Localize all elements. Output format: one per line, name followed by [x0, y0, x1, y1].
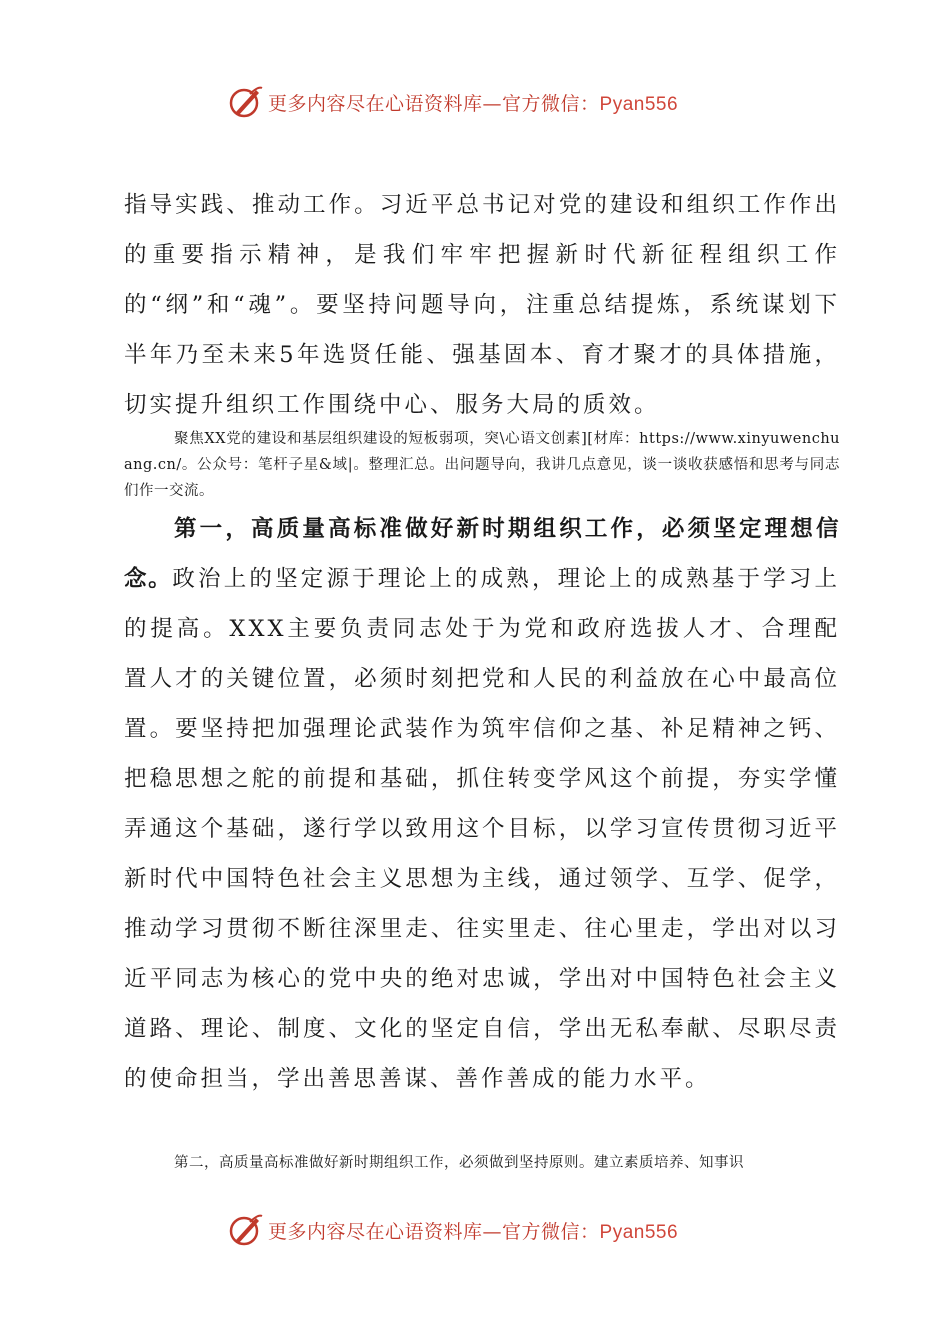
header-wechat-id: Pyan556: [599, 93, 679, 115]
second-section-block: [124, 1150, 840, 1176]
footer-banner-text: 更多内容尽在心语资料库—官方微信：Pyan556: [268, 1220, 679, 1243]
note-paragraph-block: [124, 426, 840, 504]
pen-logo-icon: [228, 84, 264, 120]
intro-paragraph-block: [124, 180, 840, 430]
footer-wechat-id: Pyan556: [599, 1221, 679, 1243]
pen-logo-icon: [228, 1212, 264, 1248]
first-section-paragraph: [124, 504, 840, 1104]
note-paragraph: 聚焦XX党的建设和基层组织建设的短板弱项，突\心语文创素][材库：https://www.xinyuwenchuang.cn/。公众号：笔杆子星&域|。整理汇总。出问题导向，我讲几点意见，谈一谈收获感悟和思考与同志们作一交流。: [124, 431, 840, 499]
first-section: [124, 504, 840, 1104]
first-section-heading: 第一，高质量高标准做好新时期组织工作，必须坚定理想信念。: [124, 516, 840, 592]
footer-banner: [228, 1210, 748, 1250]
intro-paragraph: 指导实践、推动工作。习近平总书记对党的建设和组织工作作出的重要指示精神，是我们牢牢把握新时代新征程组织工作的“纲”和“魂”。要坚持问题导向，注重总结提炼，系统谋划下半年乃至未来5年选贤任能、强基固本、育才聚才的具体措施，切实提升组织工作围绕中心、服务大局的质效。: [124, 192, 840, 418]
header-banner: [228, 82, 748, 122]
second-section-paragraph: 第二，高质量高标准做好新时期组织工作，必须做到坚持原则。建立素质培养、知事识: [174, 1155, 744, 1171]
first-section-body: 政治上的坚定源于理论上的成熟，理论上的成熟基于学习上的提高。XXX主要负责同志处于为党和政府选拔人才、合理配置人才的关键位置，必须时刻把党和人民的利益放在心中最高位置。要坚持把加强理论武装作为筑牢信仰之基、补足精神之钙、把稳思想之舵的前提和基础，抓住转变学风这个前提，夯实学懂弄通这个基础，遂行学以致用这个目标，以学习宣传贯彻习近平新时代中国特色社会主义思想为主线，通过领学、互学、促学，推动学习贯彻不断往深里走、往实里走、往心里走，学出对以习近平同志为核心的党中央的绝对忠诚，学出对中国特色社会主义道路、理论、制度、文化的坚定自信，学出无私奉献、尽职尽责的使命担当，学出善思善谋、善作善成的能力水平。: [124, 566, 840, 1092]
header-banner-text: 更多内容尽在心语资料库—官方微信：Pyan556: [268, 92, 679, 115]
